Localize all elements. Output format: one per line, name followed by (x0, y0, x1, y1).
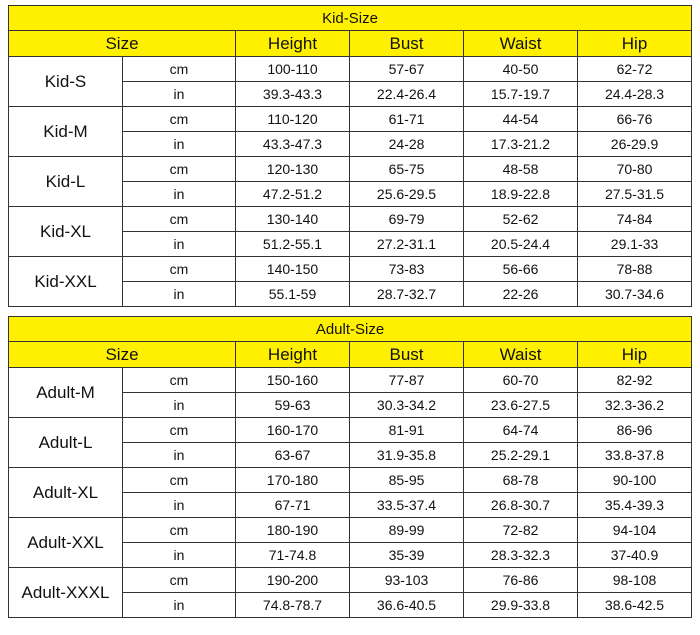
unit-label: cm (123, 418, 236, 443)
unit-label: cm (123, 157, 236, 182)
height-value: 71-74.8 (236, 543, 350, 568)
hip-value: 78-88 (578, 257, 692, 282)
size-name: Kid-XL (9, 207, 123, 257)
header-height: Height (236, 342, 350, 368)
unit-label: in (123, 232, 236, 257)
waist-value: 76-86 (464, 568, 578, 593)
height-value: 150-160 (236, 368, 350, 393)
height-value: 130-140 (236, 207, 350, 232)
waist-value: 48-58 (464, 157, 578, 182)
bust-value: 30.3-34.2 (350, 393, 464, 418)
height-value: 140-150 (236, 257, 350, 282)
size-row-cm (9, 418, 692, 443)
chart-title: Kid-Size (9, 6, 692, 31)
header-waist: Waist (464, 31, 578, 57)
waist-value: 29.9-33.8 (464, 593, 578, 618)
title-row (9, 6, 692, 31)
header-row (9, 31, 692, 57)
size-name: Kid-S (9, 57, 123, 107)
size-row-cm (9, 518, 692, 543)
header-hip: Hip (578, 31, 692, 57)
bust-value: 24-28 (350, 132, 464, 157)
hip-value: 27.5-31.5 (578, 182, 692, 207)
title-row (9, 317, 692, 342)
header-bust: Bust (350, 342, 464, 368)
hip-value: 70-80 (578, 157, 692, 182)
header-hip: Hip (578, 342, 692, 368)
waist-value: 56-66 (464, 257, 578, 282)
kid-size-chart (8, 5, 692, 307)
bust-value: 81-91 (350, 418, 464, 443)
unit-label: cm (123, 207, 236, 232)
height-value: 63-67 (236, 443, 350, 468)
bust-value: 61-71 (350, 107, 464, 132)
height-value: 67-71 (236, 493, 350, 518)
size-name: Adult-M (9, 368, 123, 418)
hip-value: 37-40.9 (578, 543, 692, 568)
hip-value: 86-96 (578, 418, 692, 443)
bust-value: 35-39 (350, 543, 464, 568)
unit-label: in (123, 493, 236, 518)
waist-value: 68-78 (464, 468, 578, 493)
waist-value: 26.8-30.7 (464, 493, 578, 518)
bust-value: 73-83 (350, 257, 464, 282)
unit-label: in (123, 182, 236, 207)
bust-value: 33.5-37.4 (350, 493, 464, 518)
unit-label: cm (123, 257, 236, 282)
hip-value: 32.3-36.2 (578, 393, 692, 418)
header-size: Size (9, 31, 236, 57)
unit-label: cm (123, 57, 236, 82)
size-row-cm (9, 368, 692, 393)
unit-label: in (123, 543, 236, 568)
height-value: 39.3-43.3 (236, 82, 350, 107)
adult-size-table (8, 316, 692, 618)
size-row-cm (9, 257, 692, 282)
size-name: Kid-XXL (9, 257, 123, 307)
waist-value: 18.9-22.8 (464, 182, 578, 207)
unit-label: cm (123, 368, 236, 393)
bust-value: 93-103 (350, 568, 464, 593)
waist-value: 72-82 (464, 518, 578, 543)
waist-value: 23.6-27.5 (464, 393, 578, 418)
hip-value: 29.1-33 (578, 232, 692, 257)
height-value: 120-130 (236, 157, 350, 182)
size-name: Kid-L (9, 157, 123, 207)
waist-value: 44-54 (464, 107, 578, 132)
bust-value: 57-67 (350, 57, 464, 82)
hip-value: 26-29.9 (578, 132, 692, 157)
bust-value: 31.9-35.8 (350, 443, 464, 468)
header-waist: Waist (464, 342, 578, 368)
waist-value: 22-26 (464, 282, 578, 307)
bust-value: 25.6-29.5 (350, 182, 464, 207)
height-value: 190-200 (236, 568, 350, 593)
header-size: Size (9, 342, 236, 368)
bust-value: 69-79 (350, 207, 464, 232)
bust-value: 65-75 (350, 157, 464, 182)
size-row-cm (9, 207, 692, 232)
chart-title: Adult-Size (9, 317, 692, 342)
hip-value: 35.4-39.3 (578, 493, 692, 518)
height-value: 100-110 (236, 57, 350, 82)
header-row (9, 342, 692, 368)
hip-value: 74-84 (578, 207, 692, 232)
unit-label: in (123, 282, 236, 307)
hip-value: 62-72 (578, 57, 692, 82)
waist-value: 25.2-29.1 (464, 443, 578, 468)
bust-value: 89-99 (350, 518, 464, 543)
height-value: 51.2-55.1 (236, 232, 350, 257)
unit-label: in (123, 443, 236, 468)
size-name: Adult-XXXL (9, 568, 123, 618)
height-value: 170-180 (236, 468, 350, 493)
waist-value: 15.7-19.7 (464, 82, 578, 107)
unit-label: in (123, 393, 236, 418)
adult-size-chart (8, 316, 692, 618)
bust-value: 77-87 (350, 368, 464, 393)
hip-value: 30.7-34.6 (578, 282, 692, 307)
height-value: 47.2-51.2 (236, 182, 350, 207)
header-height: Height (236, 31, 350, 57)
hip-value: 90-100 (578, 468, 692, 493)
size-name: Adult-L (9, 418, 123, 468)
bust-value: 27.2-31.1 (350, 232, 464, 257)
unit-label: cm (123, 468, 236, 493)
hip-value: 94-104 (578, 518, 692, 543)
size-row-cm (9, 568, 692, 593)
height-value: 59-63 (236, 393, 350, 418)
size-name: Kid-M (9, 107, 123, 157)
size-row-cm (9, 468, 692, 493)
header-bust: Bust (350, 31, 464, 57)
waist-value: 60-70 (464, 368, 578, 393)
unit-label: cm (123, 107, 236, 132)
waist-value: 20.5-24.4 (464, 232, 578, 257)
size-name: Adult-XL (9, 468, 123, 518)
unit-label: cm (123, 518, 236, 543)
size-row-cm (9, 157, 692, 182)
hip-value: 33.8-37.8 (578, 443, 692, 468)
waist-value: 17.3-21.2 (464, 132, 578, 157)
unit-label: in (123, 132, 236, 157)
unit-label: in (123, 593, 236, 618)
size-row-cm (9, 107, 692, 132)
kid-table-body (9, 6, 692, 307)
waist-value: 52-62 (464, 207, 578, 232)
adult-table-body (9, 317, 692, 618)
height-value: 180-190 (236, 518, 350, 543)
height-value: 74.8-78.7 (236, 593, 350, 618)
size-name: Adult-XXL (9, 518, 123, 568)
waist-value: 28.3-32.3 (464, 543, 578, 568)
size-row-cm (9, 57, 692, 82)
height-value: 110-120 (236, 107, 350, 132)
bust-value: 85-95 (350, 468, 464, 493)
height-value: 160-170 (236, 418, 350, 443)
waist-value: 64-74 (464, 418, 578, 443)
hip-value: 98-108 (578, 568, 692, 593)
waist-value: 40-50 (464, 57, 578, 82)
unit-label: in (123, 82, 236, 107)
height-value: 43.3-47.3 (236, 132, 350, 157)
unit-label: cm (123, 568, 236, 593)
bust-value: 28.7-32.7 (350, 282, 464, 307)
hip-value: 82-92 (578, 368, 692, 393)
kid-size-table (8, 5, 692, 307)
bust-value: 36.6-40.5 (350, 593, 464, 618)
height-value: 55.1-59 (236, 282, 350, 307)
bust-value: 22.4-26.4 (350, 82, 464, 107)
hip-value: 24.4-28.3 (578, 82, 692, 107)
hip-value: 38.6-42.5 (578, 593, 692, 618)
hip-value: 66-76 (578, 107, 692, 132)
